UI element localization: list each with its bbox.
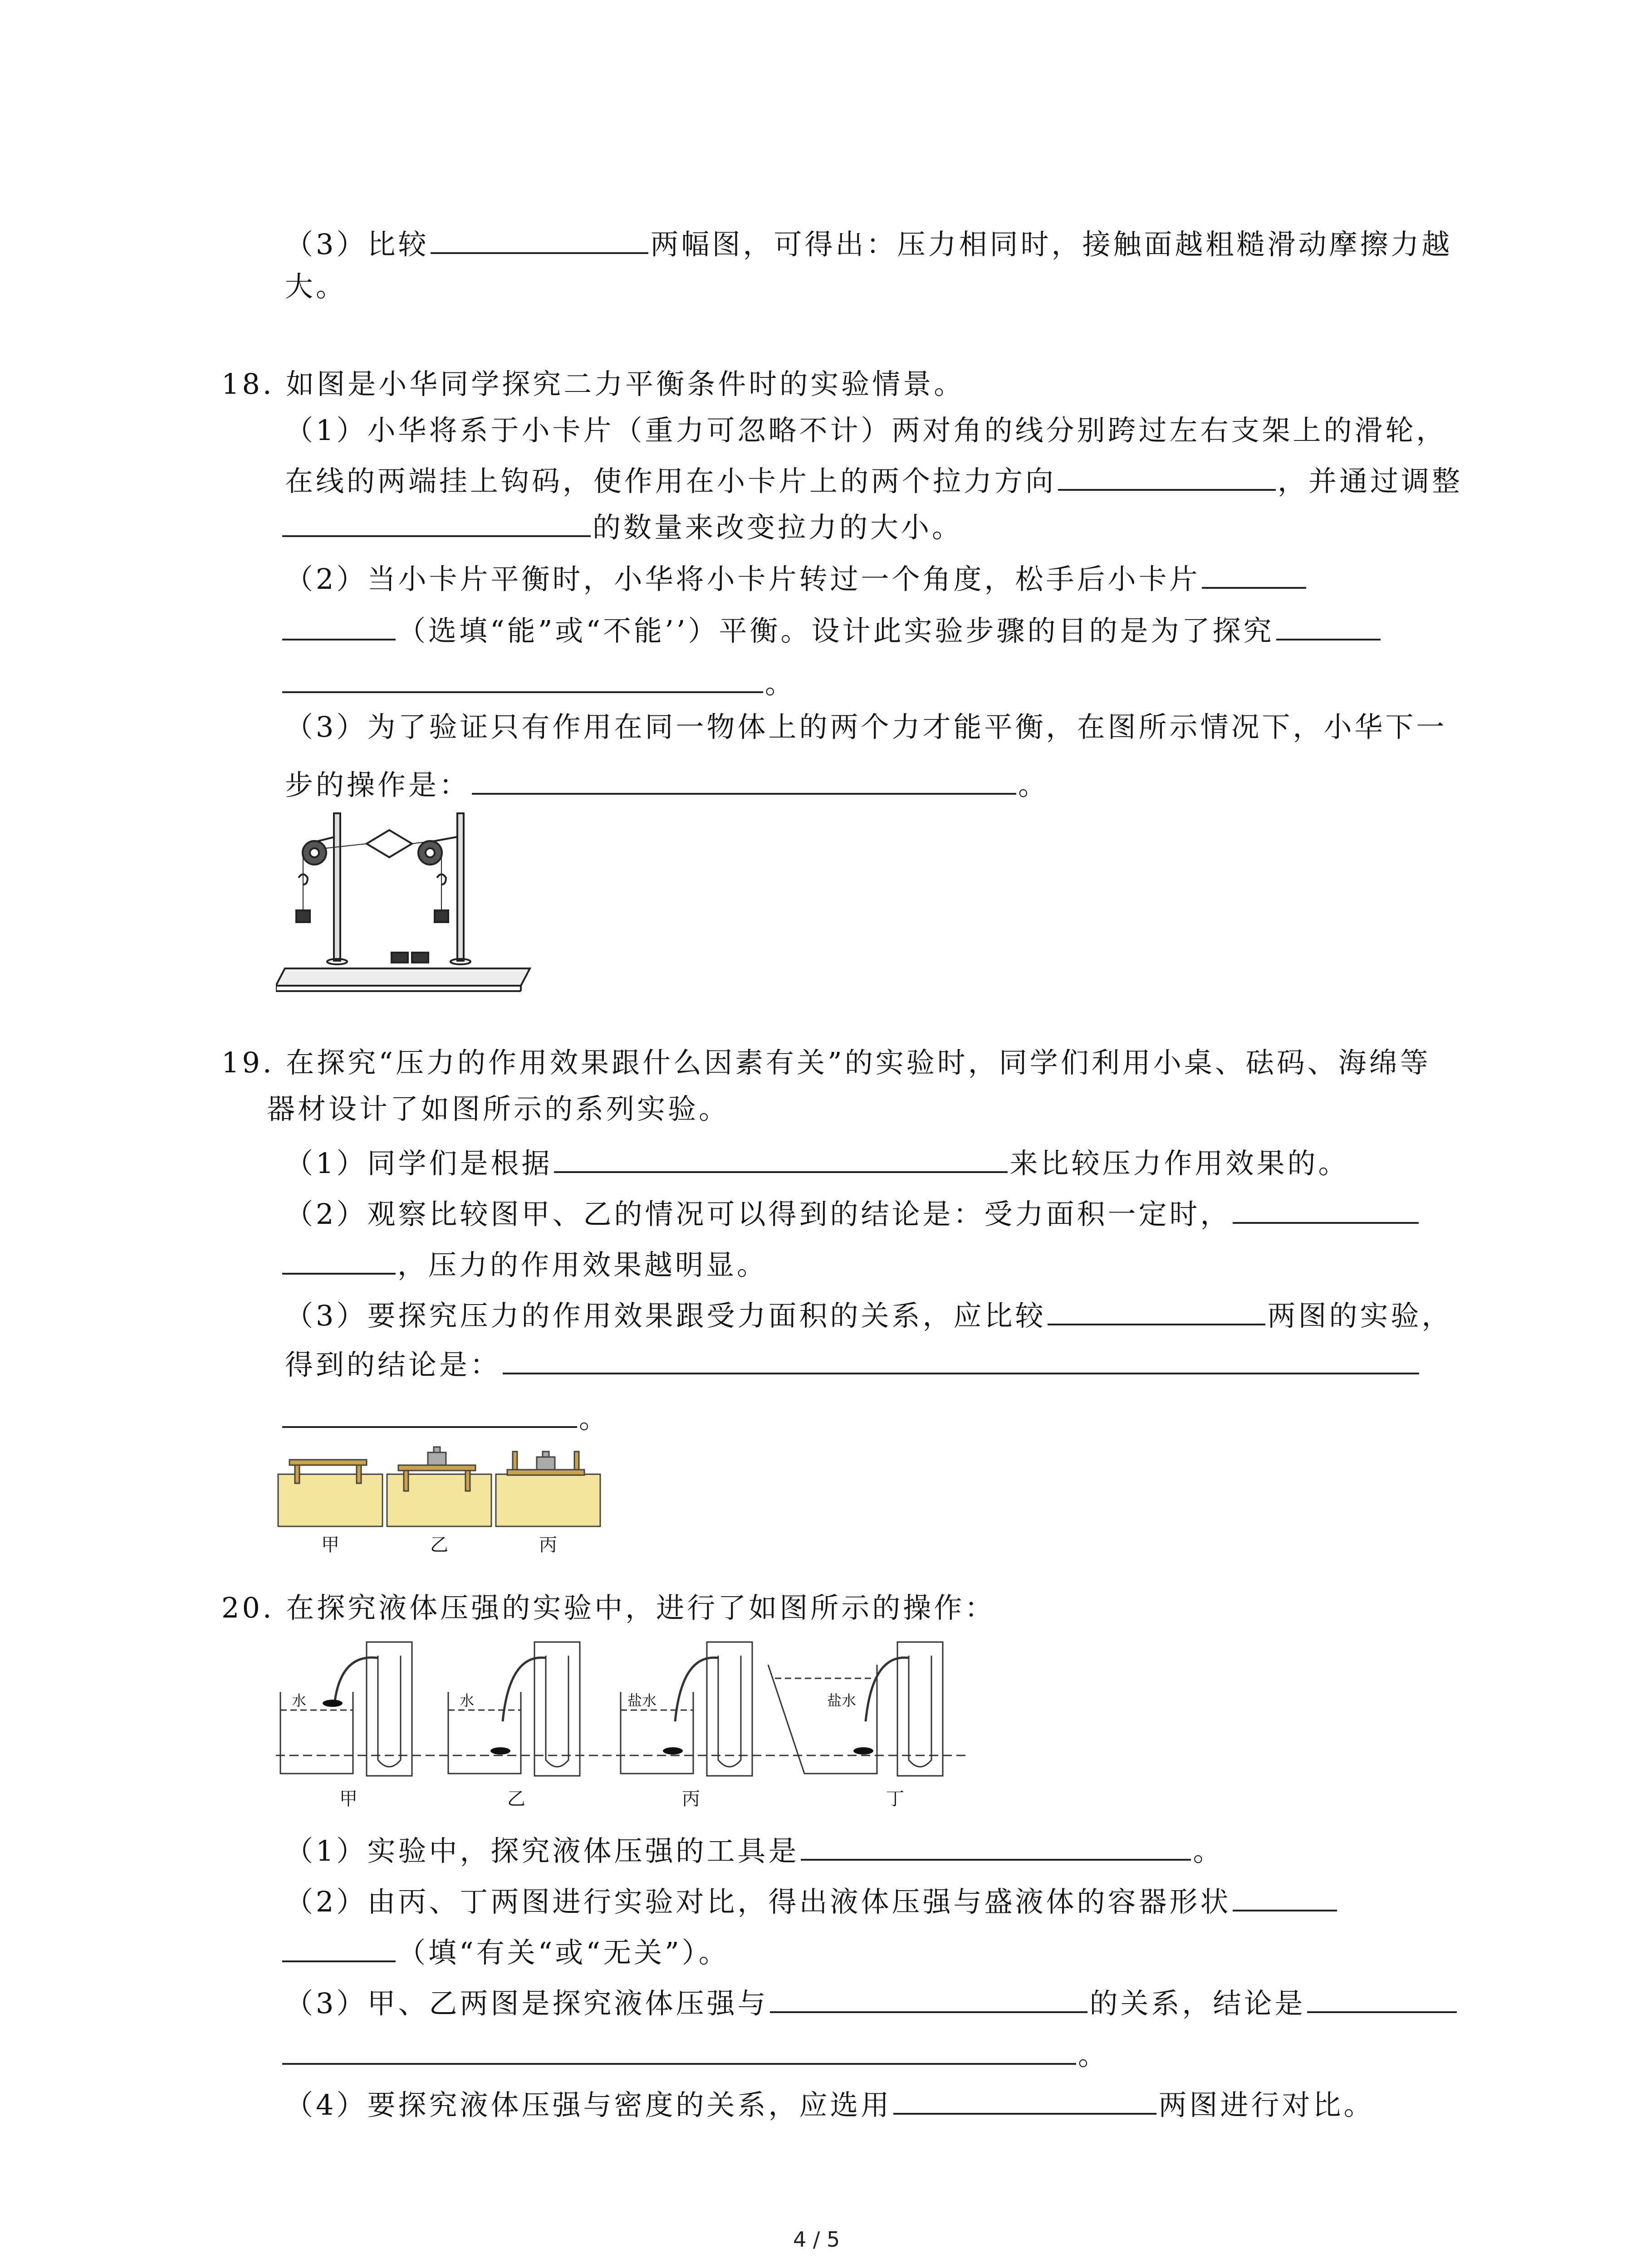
- q18-p2-text: （2）当小卡片平衡时，小华将小卡片转过一个角度，松手后小卡片: [285, 562, 1200, 596]
- q19-p2-text: （2）观察比较图甲、乙的情况可以得到的结论是：受力面积一定时，: [285, 1198, 1231, 1231]
- q19-stem-line2: 器材设计了如图所示的系列实验。: [267, 1092, 730, 1125]
- q19-part3-line1: [285, 1297, 1452, 1330]
- q20-p2-text: （2）由丙、丁两图进行实验对比，得出液体压强与盛液体的容器形状: [285, 1885, 1231, 1918]
- q20-p3-text: （3）甲、乙两图是探究液体压强与: [285, 1987, 769, 2020]
- q19-p3-text3: 得到的结论是：: [285, 1348, 501, 1381]
- q19-part2-line2: [280, 1246, 768, 1279]
- q20-liquid-drawing: [276, 1637, 965, 1783]
- q20-p1-text: （1）实验中，探究液体压强的工具是: [285, 1834, 799, 1867]
- q18-apparatus-figure: [276, 805, 539, 996]
- q19-p3-text2: 两图的实验，: [1267, 1299, 1453, 1332]
- q17-p3-suffix: 两幅图，可得出：压力相同时，接触面越粗糙滑动摩擦力越: [650, 228, 1453, 261]
- q20-part4: [285, 2087, 1374, 2119]
- q17-p3-answer-blank[interactable]: [431, 226, 648, 254]
- q18-p3-end: 。: [1018, 768, 1049, 802]
- q18-stem: 18. 如图是小华同学探究二力平衡条件时的实验情景。: [221, 367, 965, 401]
- q18-p3-text: 步的操作是：: [285, 768, 470, 802]
- q20-p4-text: （4）要探究液体压强与密度的关系，应选用: [285, 2088, 892, 2121]
- q19-part3-line3: [280, 1400, 610, 1435]
- q18-part3-line1: （3）为了验证只有作用在同一物体上的两个力才能平衡，在图所示情况下，小华下一: [285, 710, 1447, 743]
- q20-part3-line2: [280, 2037, 1109, 2072]
- q20-fig-liquid-yi: 水: [460, 1692, 475, 1709]
- q18-p2-blank-purpose-b[interactable]: [282, 665, 763, 693]
- q20-fig-label-yi: 乙: [507, 1789, 525, 1809]
- q19-p2-text2: ，压力的作用效果越明显。: [397, 1248, 768, 1281]
- q19-sponge-drawing: [276, 1442, 603, 1529]
- q20-fig-liquid-ding: 盐水: [827, 1692, 857, 1709]
- q19-p3-blank-conclusion-a[interactable]: [503, 1346, 1419, 1374]
- q20-fig-label-jia: 甲: [339, 1789, 358, 1809]
- q18-part2-line2: [280, 612, 1382, 645]
- q20-p1-end: 。: [1193, 1834, 1224, 1867]
- q19-p3-blank-figures[interactable]: [1048, 1297, 1265, 1325]
- q19-part3-line2: [285, 1346, 1421, 1379]
- q19-part1: [285, 1145, 1349, 1178]
- q18-part2-line1: [285, 561, 1308, 596]
- q20-fig-liquid-jia: 水: [292, 1692, 307, 1709]
- q20-stem: 20. 在探究液体压强的实验中，进行了如图所示的操作：: [221, 1591, 996, 1624]
- q18-p2-blank-balance-b[interactable]: [282, 612, 396, 640]
- q17-part3-line1: [285, 226, 1452, 259]
- q18-part1-line2: [285, 463, 1463, 498]
- q18-p2-end: 。: [765, 667, 796, 700]
- q20-p1-blank-tool[interactable]: [801, 1833, 1191, 1861]
- q19-fig-label-jia: 甲: [321, 1535, 339, 1555]
- q19-fig-label-bing: 丙: [539, 1535, 557, 1555]
- q18-p1-text3: 的数量来改变拉力的大小。: [593, 511, 963, 544]
- q18-part1-line3: [280, 509, 963, 542]
- q20-p3-blank-conclusion-b[interactable]: [282, 2037, 1076, 2065]
- q20-p4-blank-figures[interactable]: [893, 2087, 1156, 2115]
- q20-p4-text2: 两图进行对比。: [1158, 2088, 1375, 2121]
- q20-part3-line1: [285, 1985, 1459, 2018]
- q19-stem-line1: 19. 在探究“压力的作用效果跟什么因素有关”的实验时，同学们利用小桌、砝码、海绵等: [221, 1046, 1431, 1079]
- q18-p2-blank-purpose-a[interactable]: [1276, 612, 1381, 640]
- q19-p2-blank-b[interactable]: [282, 1246, 396, 1275]
- q20-part1: [285, 1833, 1224, 1865]
- q20-p2-text2: （填“有关“或“无关”）。: [397, 1936, 730, 1969]
- q20-p2-blank-b[interactable]: [282, 1934, 396, 1962]
- q19-p1-blank-basis[interactable]: [554, 1145, 1008, 1173]
- q18-p3-blank-next-step[interactable]: [472, 767, 1016, 795]
- q19-p2-blank-a[interactable]: [1233, 1196, 1419, 1224]
- q20-fig-label-bing: 丙: [682, 1789, 700, 1809]
- q18-part1-line1: （1）小华将系于小卡片（重力可忽略不计）两对角的线分别跨过左右支架上的滑轮，: [285, 414, 1447, 447]
- q17-p3-prefix: （3）比较: [285, 228, 429, 261]
- q19-sponge-figure: [276, 1442, 603, 1556]
- q19-fig-label-yi: 乙: [430, 1535, 448, 1555]
- q19-p3-blank-conclusion-b[interactable]: [282, 1400, 577, 1428]
- q19-p3-end: 。: [579, 1402, 610, 1435]
- q17-part3-line2: 大。: [285, 270, 347, 303]
- q19-p3-text: （3）要探究压力的作用效果跟受力面积的关系，应比较: [285, 1299, 1046, 1332]
- q19-part2-line1: [285, 1196, 1421, 1231]
- q20-p3-text2: 的关系，结论是: [1089, 1987, 1306, 2020]
- q20-fig-label-ding: 丁: [886, 1789, 904, 1809]
- q18-part2-line3: [280, 665, 796, 698]
- q20-fig-liquid-bing: 盐水: [627, 1692, 657, 1709]
- q18-p1-blank-direction[interactable]: [1058, 463, 1276, 491]
- q20-p3-blank-conclusion-a[interactable]: [1307, 1985, 1457, 2013]
- q18-part3-line2: [285, 767, 1049, 802]
- q20-part2-line2: [280, 1934, 730, 1967]
- q20-part2-line1: [285, 1883, 1339, 1916]
- q20-p2-blank-a[interactable]: [1233, 1883, 1337, 1911]
- q18-p1-blank-adjust[interactable]: [282, 509, 591, 537]
- q18-p1-text2: ，并通过调整: [1278, 464, 1463, 498]
- q18-p2-text2: （选填“能”或“不能’’）平衡。设计此实验步骤的目的是为了探究: [397, 614, 1274, 647]
- q18-p1-text: 在线的两端挂上钩码，使作用在小卡片上的两个拉力方向: [285, 464, 1057, 498]
- q20-liquid-figure: [276, 1637, 965, 1814]
- q20-p3-end: 。: [1078, 2038, 1109, 2072]
- q19-p1-text2: 来比较压力作用效果的。: [1009, 1147, 1349, 1180]
- q18-p2-blank-balance-a[interactable]: [1202, 561, 1306, 589]
- page-number: 4 / 5: [793, 2227, 840, 2252]
- q19-p1-text: （1）同学们是根据: [285, 1147, 553, 1180]
- q20-p3-blank-relation[interactable]: [770, 1985, 1087, 2013]
